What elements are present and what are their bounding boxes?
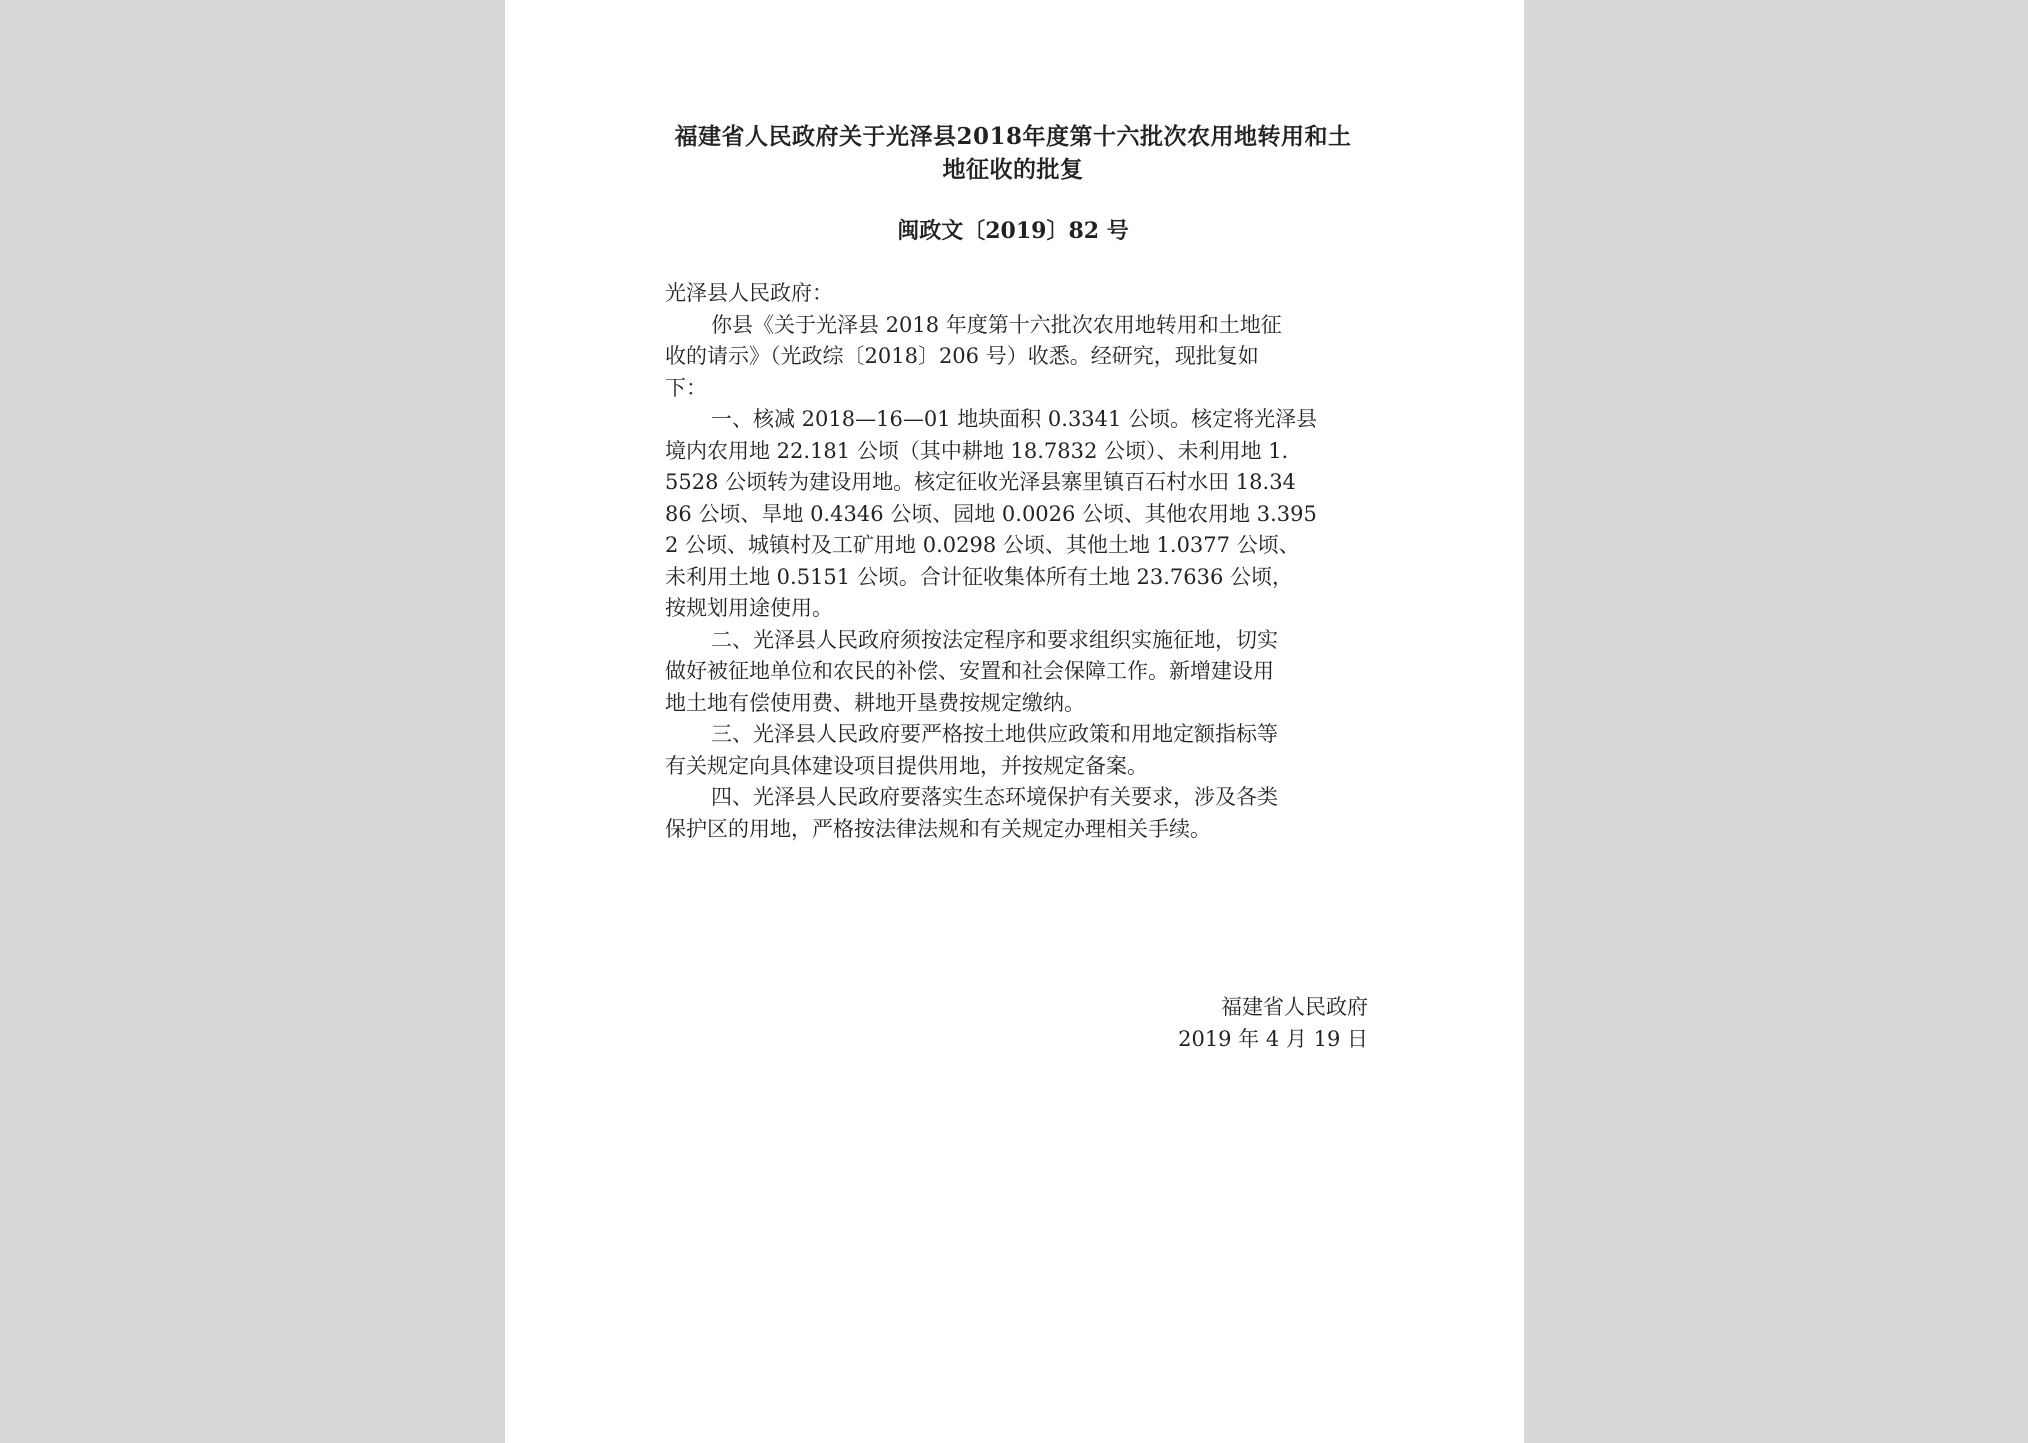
- body-line: 下：: [665, 375, 707, 400]
- body-line: 5528 公顷转为建设用地。核定征收光泽县寨里镇百石村水田 18.34: [665, 470, 1296, 494]
- body-line: 2 公顷、城镇村及工矿用地 0.0298 公顷、其他土地 1.0377 公顷、: [665, 533, 1300, 557]
- title-line: 福建省人民政府关于光泽县2018年度第十六批次农用地转用和土: [674, 123, 1352, 150]
- salutation: 光泽县人民政府：: [665, 281, 833, 305]
- body-line: 做好被征地单位和农民的补偿、安置和社会保障工作。新增建设用: [665, 659, 1274, 683]
- body-line: 未利用土地 0.5151 公顷。合计征收集体所有土地 23.7636 公顷，: [665, 564, 1294, 589]
- body-line: 四、光泽县人民政府要落实生态环境保护有关要求，涉及各类: [711, 785, 1278, 809]
- body-line: 三、光泽县人民政府要严格按土地供应政策和用地定额指标等: [711, 722, 1278, 746]
- body-line: 按规划用途使用。: [665, 596, 833, 620]
- body-line: 地土地有偿使用费、耕地开垦费按规定缴纳。: [665, 690, 1085, 715]
- title-line: 地征收的批复: [942, 156, 1084, 183]
- document-body: [665, 278, 1369, 845]
- body-line: 86 公顷、旱地 0.4346 公顷、园地 0.0026 公顷、其他农用地 3.395: [665, 501, 1317, 526]
- body-line: 收的请示》（光政综〔2018〕206 号）收悉。经研究，现批复如: [665, 344, 1259, 368]
- document-number: 闽政文〔2019〕82 号: [897, 218, 1129, 244]
- signature-issuer: 福建省人民政府: [1221, 995, 1368, 1019]
- signature-block: [1065, 992, 1368, 1055]
- document-page: [505, 0, 1524, 1443]
- body-line: 一、核减 2018—16—01 地块面积 0.3341 公顷。核定将光泽县: [711, 407, 1318, 431]
- body-line: 有关规定向具体建设项目提供用地，并按规定备案。: [665, 753, 1148, 778]
- document-title: [663, 120, 1363, 186]
- body-line: 二、光泽县人民政府须按法定程序和要求组织实施征地，切实: [711, 627, 1278, 652]
- body-line: 保护区的用地，严格按法律法规和有关规定办理相关手续。: [665, 816, 1211, 841]
- body-line: 境内农用地 22.181 公顷（其中耕地 18.7832 公顷）、未利用地 1.: [665, 438, 1289, 463]
- signature-date: 2019 年 4 月 19 日: [1178, 1026, 1368, 1051]
- body-line: 你县《关于光泽县 2018 年度第十六批次农用地转用和土地征: [711, 312, 1282, 337]
